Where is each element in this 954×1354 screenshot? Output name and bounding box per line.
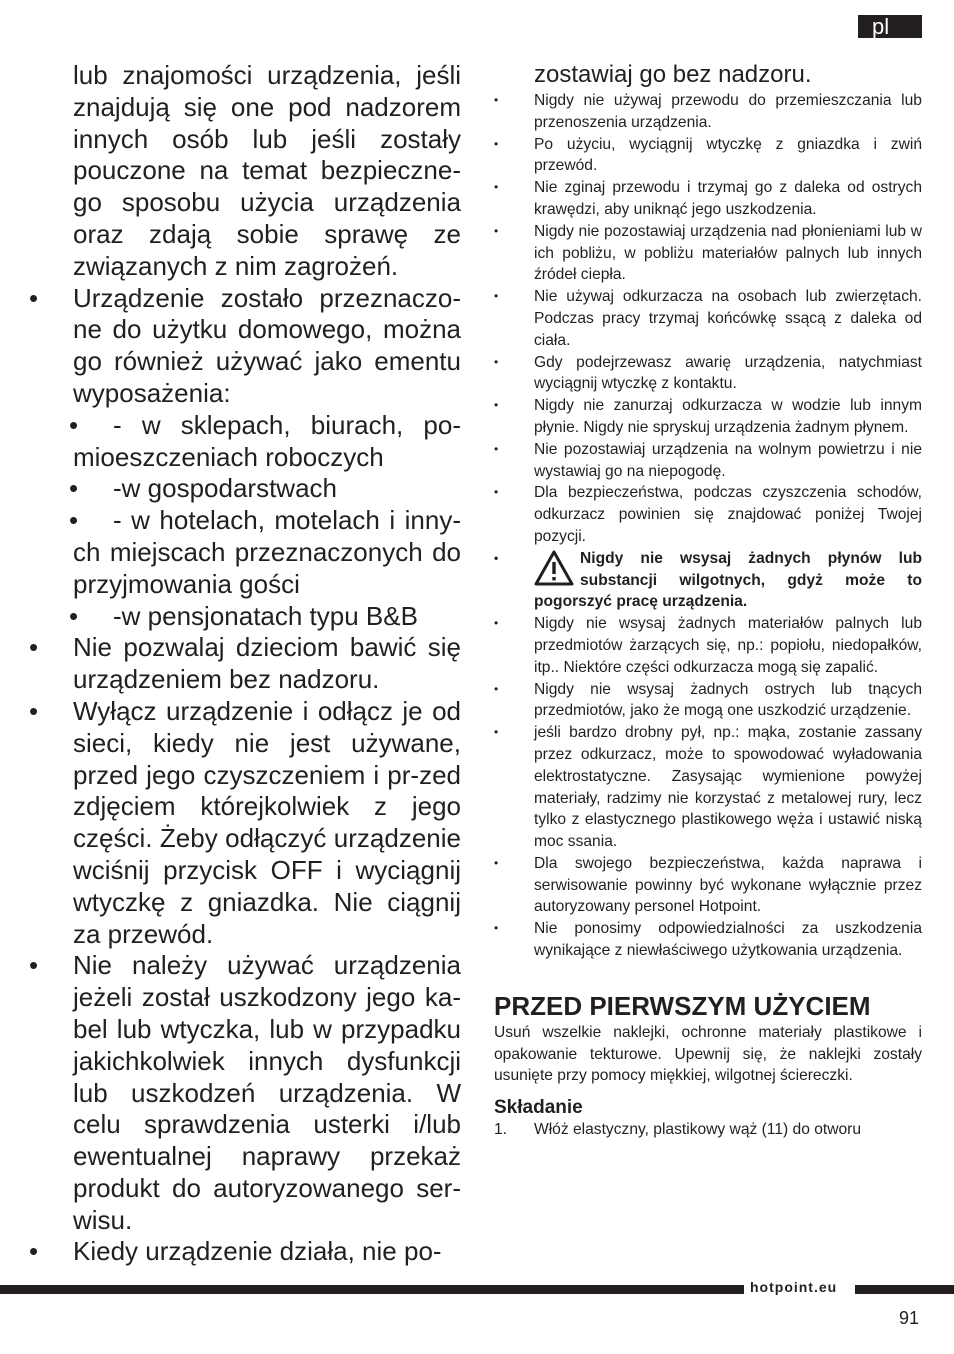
list-item: • Nie pozwalaj dzieciom bawić się urządzeniem bez nadzoru. [28, 632, 461, 696]
list-item: • Dla swojego bezpieczeństwa, każda naprawa i serwisowanie powinny być wykonane wyłącznie przez autoryzowany personel Hotpoint. [494, 853, 922, 918]
list-item: • -w gospodarstwach [28, 473, 461, 505]
warning-item [494, 548, 922, 613]
page-number: 91 [899, 1308, 920, 1328]
section-intro: Usuń wszelkie naklejki, ochronne materiały plastikowe i opakowanie tekturowe. Upewnij się, że naklejki zostały usunięte przy pomocy miękkiej, wilgotnej ściereczki. [494, 1023, 922, 1085]
list-item: • Nigdy nie używaj przewodu do przemieszczania lub przenoszenia urządzenia. [494, 90, 922, 134]
warning-text: Nigdy nie wsysaj żadnych płynów lub substancji wilgotnych, gdyż może to pogorszyć pracę urządzenia. [534, 549, 922, 611]
intro-paragraph: lub znajomości urządzenia, jeśli znajdują się one pod nadzorem innych osób lub jeśli zostały pouczone na temat bezpieczne-go sposobu użycia urządzenia oraz zdają sobie sprawę ze związanych z nim zagrożeń. [73, 60, 461, 281]
list-item: • Gdy podejrzewasz awarię urządzenia, natychmiast wyciągnij wtyczkę z kontaktu. [494, 352, 922, 396]
list-item: • Nie ponosimy odpowiedzialności za uszkodzenia wynikające z niewłaściwego użytkowania urządzenia. [494, 918, 922, 962]
list-item: • Nigdy nie zanurzaj odkurzacza w wodzie lub innym płynie. Nigdy nie spryskuj urządzenia żadnym płynem. [494, 395, 922, 439]
right-bullet-list [494, 90, 922, 962]
list-item: • Wyłącz urządzenie i odłącz je od sieci, kiedy nie jest używane, przed jego czyszczeniem i pr-zed zdjęciem którejkolwiek z jego części. Żeby odłączyć urządzenie wciśnij przycisk OFF i wyciągnij wtyczkę z gniazdka. Nie ciągnij za przewód. [28, 696, 461, 950]
footer-rule-right [855, 1285, 954, 1294]
section-title: PRZED PIERWSZYM UŻYCIEM [494, 990, 871, 1021]
step-item [494, 1119, 922, 1141]
list-item: • jeśli bardzo drobny pył, np.: mąka, zostanie zassany przez odkurzacz, może to spowodować wyładowania elektrostatyczne. Zasysając wymienione powyżej materiały, radzimy nie korzystać z metalowej rury, lecz tylko z elastycznego plastikowego węża i ustawić niską moc ssania. [494, 722, 922, 853]
continuation-text: zostawiaj go bez nadzoru. [534, 61, 812, 88]
warning-triangle-icon [534, 550, 574, 586]
list-item: • Nie zginaj przewodu i trzymaj go z daleka od ostrych krawędzi, aby uniknąć jego uszkodzenia. [494, 177, 922, 221]
footer-rule-left [0, 1285, 744, 1294]
list-item: • Urządzenie zostało przeznaczo-ne do użytku domowego, można go również używać jako ementu wyposażenia: [28, 283, 461, 410]
list-item: • Kiedy urządzenie działa, nie po- [28, 1236, 461, 1268]
step-text: Włóż elastyczny, plastikowy wąż (11) do otworu [534, 1121, 862, 1139]
list-item: • Nie pozostawiaj urządzenia na wolnym powietrzu i nie wystawiaj go na niepogodę. [494, 439, 922, 483]
list-item: • Nie należy używać urządzenia jeżeli został uszkodzony jego ka-bel lub wtyczka, lub w przypadku jakichkolwiek innych dysfunkcji lub uszkodzeń urządzenia. W celu sprawdzenia usterki i/lub ewentualnej naprawy przekaż produkt do autoryzowanego ser-wisu. [28, 950, 461, 1236]
list-item: • Dla bezpieczeństwa, podczas czyszczenia schodów, odkurzacz powinien się znajdować poniżej Twojej pozycji. [494, 482, 922, 547]
list-item: • Nie używaj odkurzacza na osobach lub zwierzętach. Podczas pracy trzymaj końcówkę ssącą z daleka od ciała. [494, 286, 922, 351]
language-tag: pl [858, 15, 922, 38]
list-item: • Nigdy nie pozostawiaj urządzenia nad płonieniami lub w ich pobliżu, w pobliżu materiałów palnych lub innych źródeł ciepła. [494, 221, 922, 286]
subsection-title: Składanie [494, 1097, 583, 1119]
left-bullet-list [28, 283, 461, 1269]
list-item: • Nigdy nie wsysaj żadnych ostrych lub tnących przedmiotów, jako że mogą one uszkodzić urządzenie. [494, 679, 922, 723]
step-number: 1. [494, 1121, 508, 1139]
list-item: • Po użyciu, wyciągnij wtyczkę z gniazdka i zwiń przewód. [494, 134, 922, 178]
brand-url: hotpoint.eu [750, 1279, 838, 1295]
list-item: • - w hotelach, motelach i inny-ch miejscach przeznaczonych do przyjmowania gości [28, 505, 461, 600]
right-column [494, 60, 922, 1141]
list-item: • -w pensjonatach typu B&B [28, 601, 461, 633]
list-item: • - w sklepach, biurach, po-mioeszczeniach roboczych [28, 410, 461, 474]
list-item: • Nigdy nie wsysaj żadnych materiałów palnych lub przedmiotów żarzących się, np.: popiołu, niedopałków, itp.. Niektóre części odkurzacza mogą się zapalić. [494, 613, 922, 678]
left-column [28, 60, 461, 1268]
